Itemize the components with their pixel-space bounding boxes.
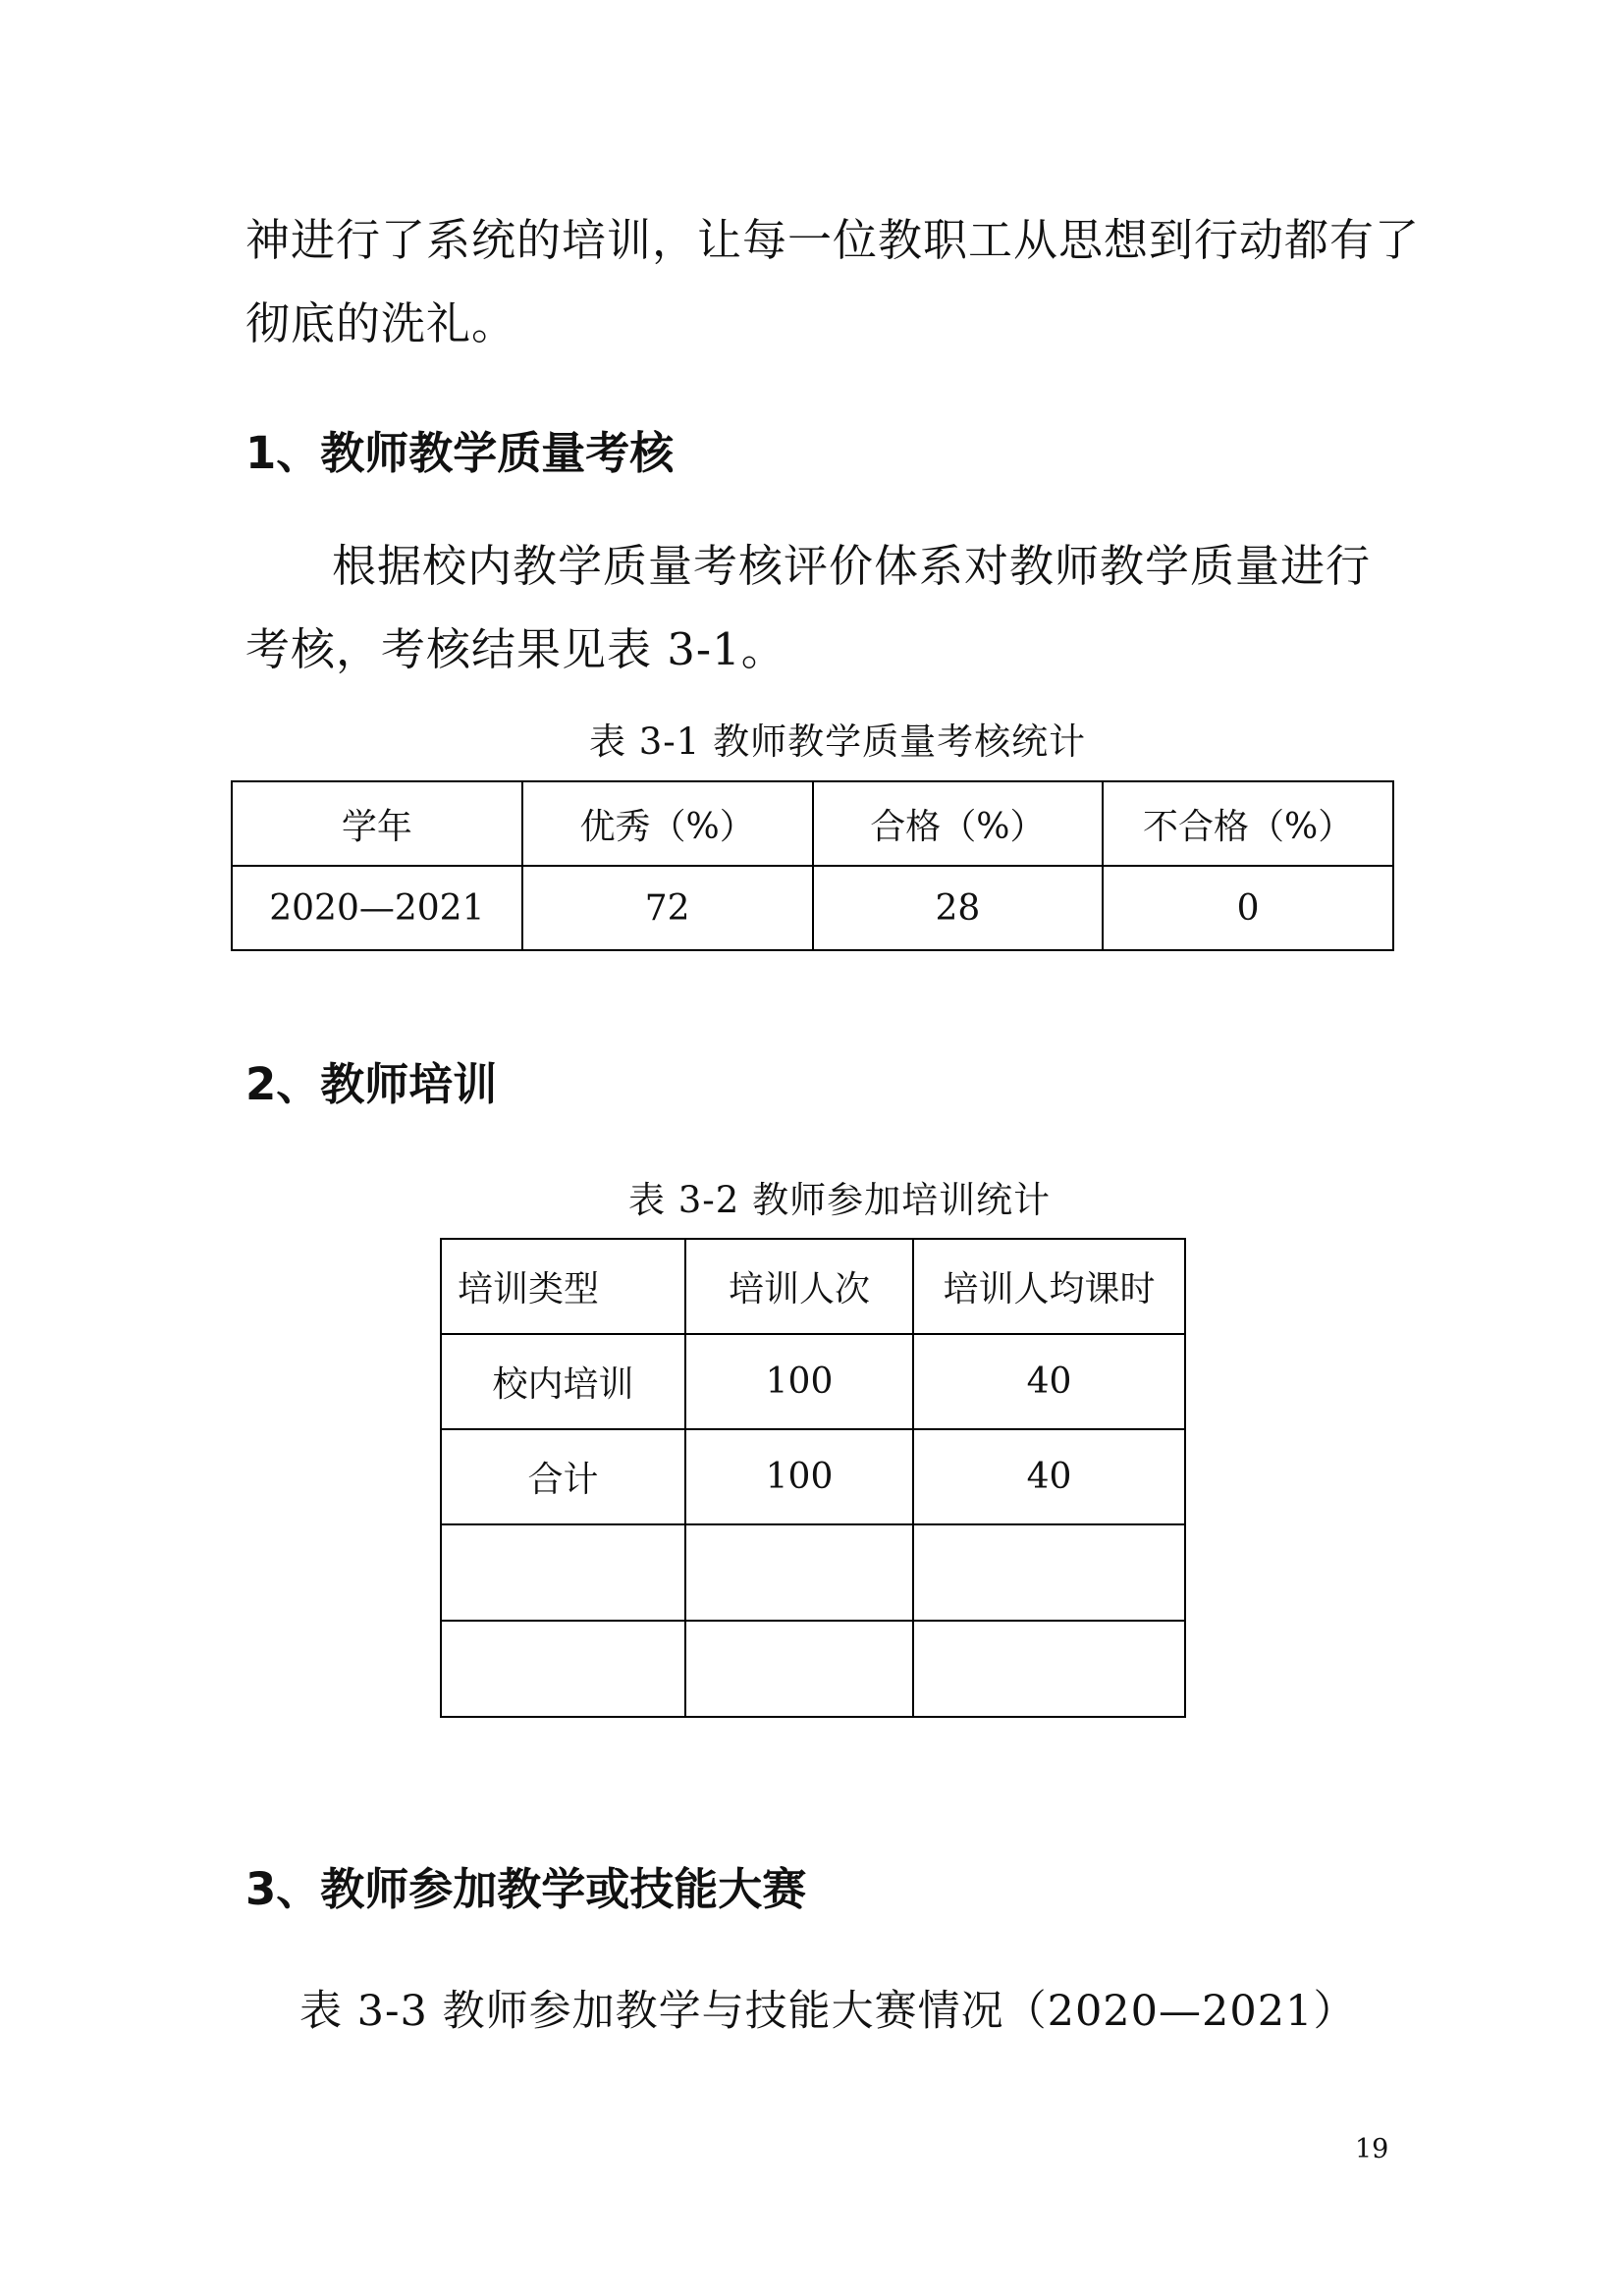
table-cell: 72 xyxy=(522,866,813,950)
intro-line-1: 神进行了系统的培训，让每一位教职工从思想到行动都有了 xyxy=(245,214,1421,266)
header-cell: 学年 xyxy=(232,781,522,866)
table-cell xyxy=(913,1621,1185,1717)
table-cell xyxy=(685,1524,913,1621)
table-cell xyxy=(441,1621,685,1717)
table-row xyxy=(441,1621,1185,1717)
table-cell xyxy=(913,1524,1185,1621)
section-3-heading: 3、教师参加教学或技能大赛 xyxy=(245,1863,807,1915)
table-cell: 合计 xyxy=(441,1429,685,1524)
table-cell: 2020—2021 xyxy=(232,866,522,950)
table-cell: 100 xyxy=(685,1334,913,1429)
intro-line-2: 彻底的洗礼。 xyxy=(245,297,517,349)
table-header-row xyxy=(232,781,1393,866)
table-cell xyxy=(685,1621,913,1717)
header-cell: 优秀（%） xyxy=(522,781,813,866)
table-3-1-caption: 表 3-1 教师教学质量考核统计 xyxy=(589,721,1087,763)
table-cell: 40 xyxy=(913,1429,1185,1524)
header-cell: 培训类型 xyxy=(441,1239,685,1334)
section-1-para-line-2: 考核，考核结果见表 3-1。 xyxy=(245,623,786,675)
table-cell: 28 xyxy=(813,866,1104,950)
header-cell: 合格（%） xyxy=(813,781,1104,866)
header-cell: 培训人次 xyxy=(685,1239,913,1334)
table-3-2-caption: 表 3-2 教师参加培训统计 xyxy=(628,1179,1052,1221)
header-cell: 培训人均课时 xyxy=(913,1239,1185,1334)
section-1-para-line-1: 根据校内教学质量考核评价体系对教师教学质量进行 xyxy=(332,540,1372,592)
table-3-2 xyxy=(440,1238,1186,1718)
header-cell: 不合格（%） xyxy=(1103,781,1393,866)
section-2-heading: 2、教师培训 xyxy=(245,1058,498,1110)
section-1-heading: 1、教师教学质量考核 xyxy=(245,427,675,479)
table-3-3-caption: 表 3-3 教师参加教学与技能大赛情况（2020—2021） xyxy=(299,1987,1357,2036)
table-row xyxy=(441,1524,1185,1621)
table-3-1 xyxy=(231,780,1394,951)
table-row xyxy=(441,1334,1185,1429)
table-cell: 校内培训 xyxy=(441,1334,685,1429)
table-cell xyxy=(441,1524,685,1621)
table-row xyxy=(441,1429,1185,1524)
table-row xyxy=(232,866,1393,950)
table-cell: 100 xyxy=(685,1429,913,1524)
page-number: 19 xyxy=(1355,2134,1389,2164)
table-header-row xyxy=(441,1239,1185,1334)
table-cell: 40 xyxy=(913,1334,1185,1429)
table-cell: 0 xyxy=(1103,866,1393,950)
